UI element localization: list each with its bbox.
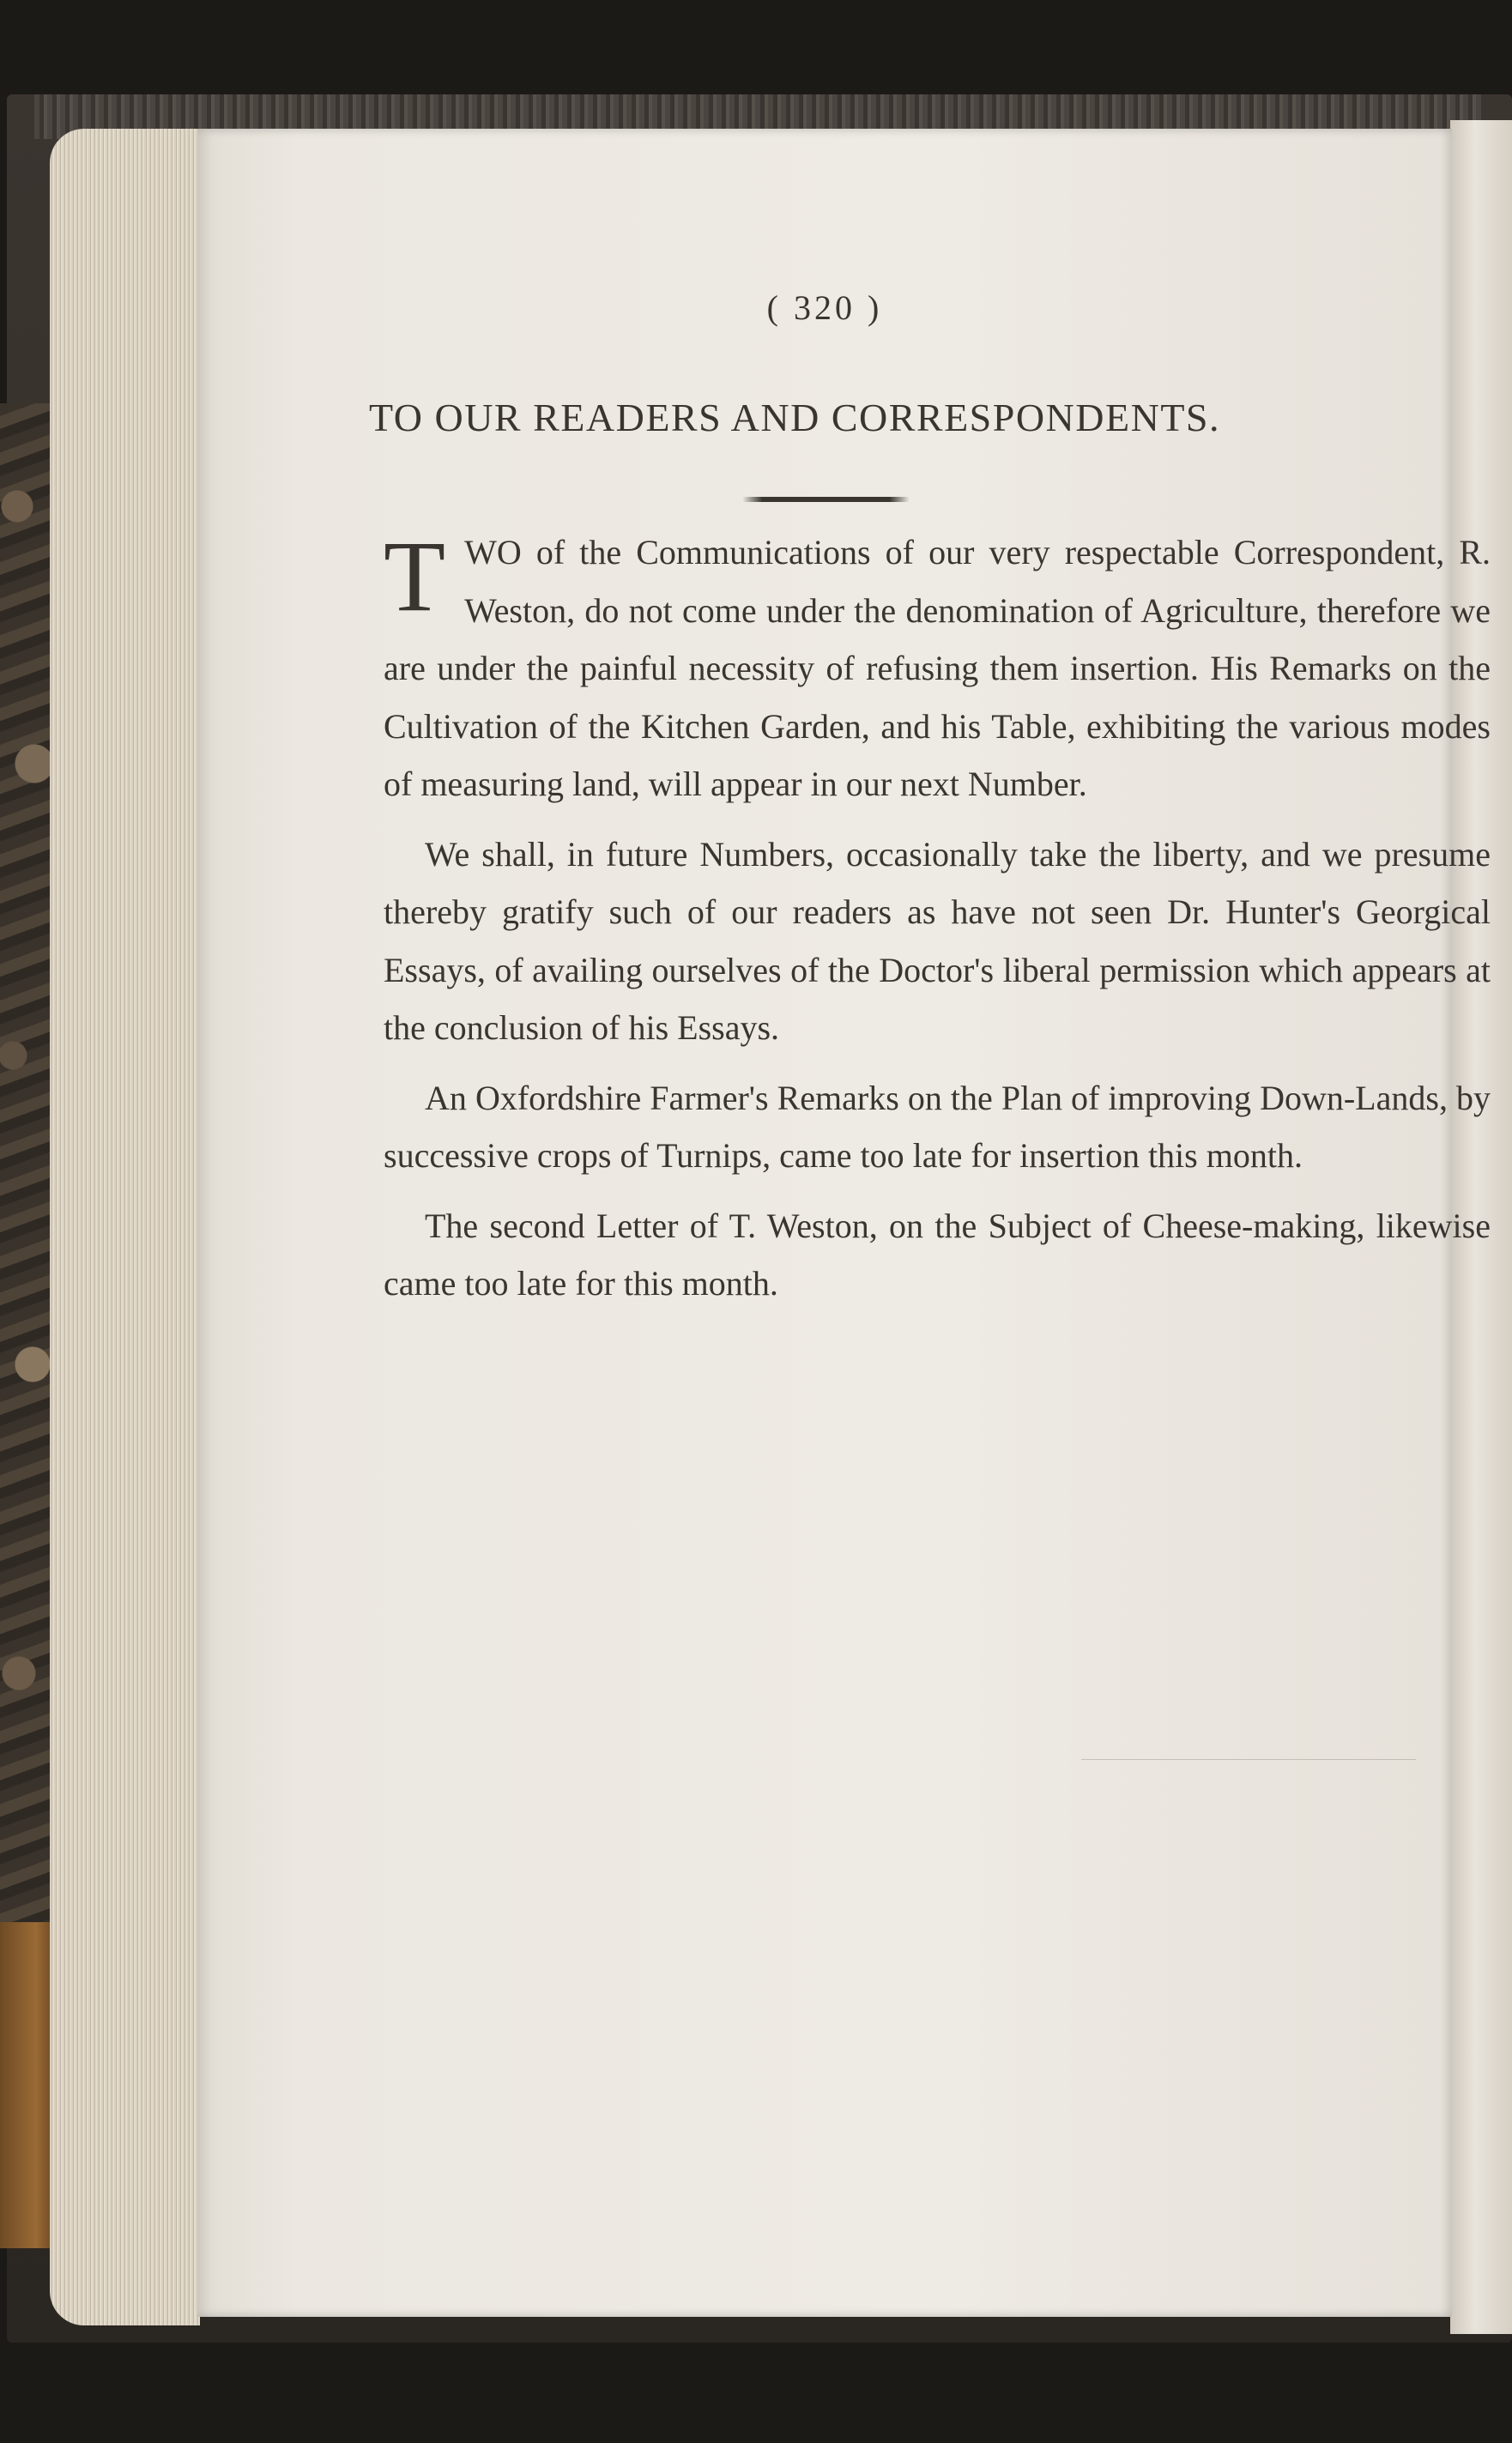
paragraph-1 bbox=[384, 520, 1491, 813]
paragraph-3: An Oxfordshire Farmer's Remarks on the Plan of improving Down-Lands, by successive crops of Turnips, came too late for insertion this month. bbox=[384, 1078, 1491, 1175]
heading-rule bbox=[742, 497, 910, 502]
paragraph-text: WO of the Communications of our very respectable Correspondent, R. Weston, do not come under the denomination of Agriculture, therefore we are under the painful necessity of refusing them insertion. His Remarks on the Cultivation of the Kitchen Garden, and his Table, exhibiting the various modes of measuring land, will appear in our next Number. bbox=[384, 533, 1491, 803]
page-block-edges bbox=[50, 129, 200, 2325]
paragraph-4: The second Letter of T. Weston, on the Subject of Cheese-making, likewise came too late for this month. bbox=[384, 1206, 1491, 1303]
page-heading: TO OUR READERS AND CORRESPONDENTS. bbox=[369, 396, 1221, 439]
marbled-board bbox=[0, 403, 51, 2034]
faint-rule bbox=[1081, 1759, 1416, 1760]
drop-cap: T bbox=[384, 520, 446, 632]
book-page bbox=[197, 129, 1491, 2317]
page-number: ( 320 ) bbox=[766, 288, 883, 327]
paragraph-2: We shall, in future Numbers, occasionally take the liberty, and we presume thereby gratify such of our readers as have not seen Dr. Hunter's Georgical Essays, of availing ourselves of the Doctor's liberal permission which appears at the conclusion of his Essays. bbox=[384, 834, 1491, 1047]
body-text bbox=[384, 520, 1491, 1325]
